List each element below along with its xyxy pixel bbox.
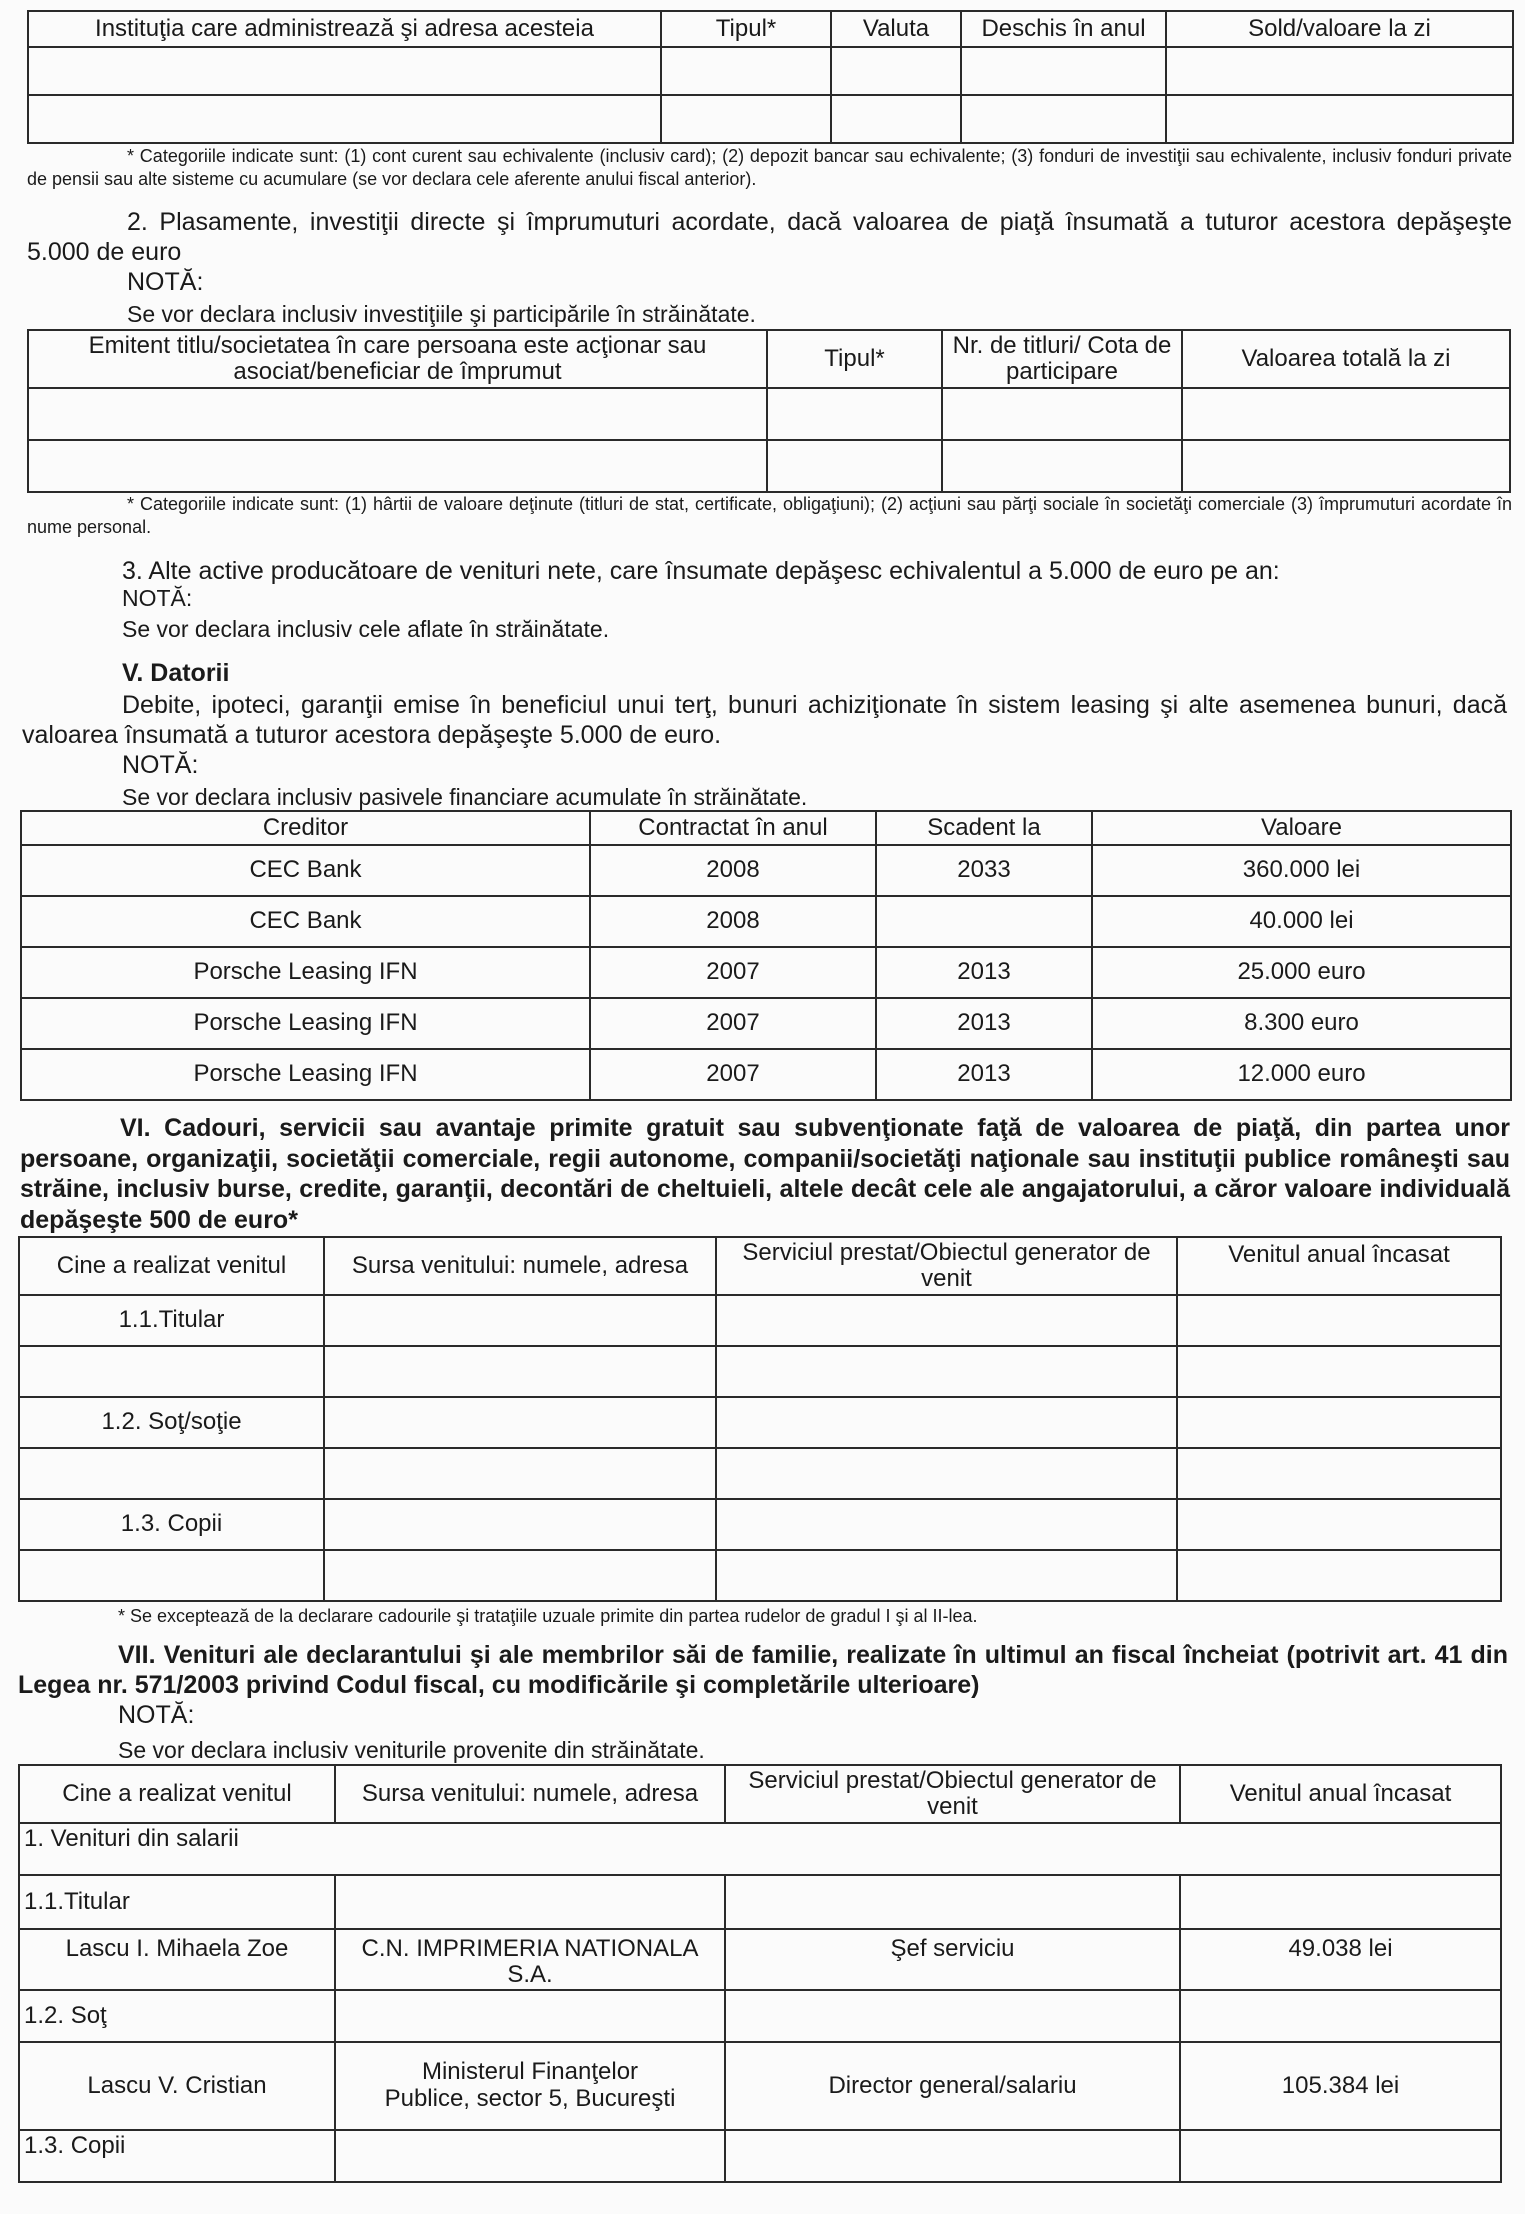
- cell-year: 2007: [590, 998, 876, 1049]
- section-7-text: VII. Venituri ale declarantului şi ale membrilor săi de familie, realizate în ultimul an fiscal încheiat (potrivit art. 41 din Legea nr. 571/2003 privind Codul fiscal, cu modificările şi completările ulterioare): [18, 1641, 1508, 1699]
- table-row: [19, 1875, 1501, 1929]
- table-row: [19, 1499, 1501, 1550]
- cell-value: 360.000 lei: [1092, 845, 1511, 896]
- col-header-creditor: Creditor: [21, 811, 590, 845]
- cell-value: 40.000 lei: [1092, 896, 1511, 947]
- cell-value: 8.300 euro: [1092, 998, 1511, 1049]
- section-5-title: V. Datorii: [122, 659, 230, 687]
- col-header-contracted-year: Contractat în anul: [590, 811, 876, 845]
- col-header-source: Sursa venitului: numele, adresa: [324, 1237, 716, 1295]
- investments-footnote: * Categoriile indicate sunt: (1) hârtii de valoare deţinute (titluri de stat, certificate, obligaţiuni); (2) acţiuni sau părţi sociale în societăţi comerciale (3) împrumuturi acordate în nume personal.: [27, 494, 1512, 537]
- table-row: [28, 388, 1510, 440]
- table-row: [28, 47, 1513, 95]
- section-5-nota-text: Se vor declara inclusiv pasivele financiare acumulate în străinătate.: [122, 784, 808, 810]
- section-6-text: VI. Cadouri, servicii sau avantaje primite gratuit sau subvenţionate faţă de valoarea de piaţă, din partea unor persoane, organizaţii, societăţii comerciale, regii autonome, companii/societăţi naţionale sau instituţii publice româneşti sau străine, inclusiv burse, credite, garanţii, decontări de cheltuieli, altele decât cele ale angajatorului, a căror valoare individuală depăşeşte 500 de euro*: [20, 1114, 1510, 1234]
- table-row: [19, 1397, 1501, 1448]
- col-header-service: Serviciul prestat/Obiectul generator de venit: [716, 1237, 1177, 1295]
- col-header-total-value: Valoarea totală la zi: [1182, 330, 1510, 388]
- section-2-nota-text: Se vor declara inclusiv investiţiile şi participările în străinătate.: [127, 301, 756, 327]
- table-row: [19, 1929, 1501, 1990]
- cell-value: 25.000 euro: [1092, 947, 1511, 998]
- col-header-income: Venitul anual încasat: [1180, 1765, 1501, 1823]
- cell-value: 12.000 euro: [1092, 1049, 1511, 1100]
- col-header-balance: Sold/valoare la zi: [1166, 11, 1513, 47]
- col-header-opened-year: Deschis în anul: [961, 11, 1166, 47]
- debts-table: [20, 810, 1512, 1101]
- accounts-table: [27, 10, 1514, 144]
- table-row: [19, 1346, 1501, 1397]
- cell-year: 2007: [590, 947, 876, 998]
- section-5-nota-label: NOTĂ:: [122, 751, 199, 779]
- col-header-source: Sursa venitului: numele, adresa: [335, 1765, 725, 1823]
- cell-income: 49.038 lei: [1180, 1929, 1501, 1990]
- table-row: [28, 95, 1513, 143]
- table-row: [19, 1823, 1501, 1875]
- col-header-type: Tipul*: [661, 11, 831, 47]
- cell-due: 2033: [876, 845, 1092, 896]
- col-header-who: Cine a realizat venitul: [19, 1237, 324, 1295]
- table-row: [19, 1295, 1501, 1346]
- cell-service: Şef serviciu: [725, 1929, 1180, 1990]
- row-label-spouse: 1.2. Soţ/soţie: [19, 1397, 324, 1448]
- col-header-currency: Valuta: [831, 11, 961, 47]
- section-3-nota-label: NOTĂ:: [122, 585, 193, 611]
- col-header-who: Cine a realizat venitul: [19, 1765, 335, 1823]
- investments-table: [27, 329, 1511, 493]
- gifts-footnote: * Se exceptează de la declarare cadourile şi trataţiile uzuale primite din partea rudelor de gradul I şi al II-lea.: [118, 1606, 978, 1626]
- col-header-value: Valoare: [1092, 811, 1511, 845]
- section-2-nota-label: NOTĂ:: [127, 268, 204, 296]
- section-7-nota-label: NOTĂ:: [118, 1701, 195, 1729]
- section-salaries: 1. Venituri din salarii: [19, 1823, 1501, 1875]
- cell-creditor: Porsche Leasing IFN: [21, 947, 590, 998]
- table-row: [21, 896, 1511, 947]
- cell-year: 2007: [590, 1049, 876, 1100]
- section-5-text: Debite, ipoteci, garanţii emise în beneficiul unui terţ, bunuri achiziţionate în sistem leasing şi alte asemenea bunuri, dacă valoarea însumată a tuturor acestora depăşeşte 5.000 de euro.: [22, 691, 1507, 749]
- row-label-titular: 1.1.Titular: [19, 1295, 324, 1346]
- col-header-due: Scadent la: [876, 811, 1092, 845]
- cell-income: 105.384 lei: [1180, 2042, 1501, 2130]
- cell-creditor: Porsche Leasing IFN: [21, 998, 590, 1049]
- cell-person: Lascu V. Cristian: [19, 2042, 335, 2130]
- section-3-nota-text: Se vor declara inclusiv cele aflate în străinătate.: [122, 616, 610, 642]
- cell-due: 2013: [876, 947, 1092, 998]
- col-header-institution: Instituţia care administrează şi adresa acesteia: [28, 11, 661, 47]
- col-header-income: Venitul anual încasat: [1177, 1237, 1501, 1295]
- cell-source: C.N. IMPRIMERIA NATIONALA S.A.: [335, 1929, 725, 1990]
- section-2-text: 2. Plasamente, investiţii directe şi împrumuturi acordate, dacă valoarea de piaţă însumată a tuturor acestora depăşeşte 5.000 de euro: [27, 208, 1512, 266]
- section-7-nota-text: Se vor declara inclusiv veniturile provenite din străinătate.: [118, 1737, 705, 1763]
- cell-due: [876, 896, 1092, 947]
- row-label-spouse: 1.2. Soţ: [19, 1990, 335, 2042]
- accounts-footnote: * Categoriile indicate sunt: (1) cont curent sau echivalente (inclusiv card); (2) depozit bancar sau echivalente; (3) fonduri de investiţii sau echivalente, inclusiv fonduri private de pensii sau alte sisteme cu acumulare (se vor declara cele aferente anului fiscal anterior).: [27, 146, 1512, 189]
- col-header-type: Tipul*: [767, 330, 942, 388]
- cell-year: 2008: [590, 896, 876, 947]
- table-row: [21, 845, 1511, 896]
- table-row: [19, 2130, 1501, 2182]
- section-3-text: 3. Alte active producătoare de venituri nete, care însumate depăşesc echivalentul a 5.000 de euro pe an:: [122, 557, 1280, 585]
- cell-year: 2008: [590, 845, 876, 896]
- income-table: [18, 1764, 1502, 2183]
- cell-service: Director general/salariu: [725, 2042, 1180, 2130]
- table-row: [21, 947, 1511, 998]
- col-header-issuer: Emitent titlu/societatea în care persoana este acţionar sau asociat/beneficiar de împrumut: [28, 330, 767, 388]
- table-row: [28, 440, 1510, 492]
- cell-source: Ministerul Finanţelor Publice, sector 5, Bucureşti: [335, 2042, 725, 2130]
- cell-creditor: CEC Bank: [21, 845, 590, 896]
- row-label-children: 1.3. Copii: [19, 2130, 335, 2182]
- table-row: [19, 2042, 1501, 2130]
- table-row: [21, 998, 1511, 1049]
- table-row: [21, 1049, 1511, 1100]
- cell-creditor: Porsche Leasing IFN: [21, 1049, 590, 1100]
- table-row: [19, 1550, 1501, 1601]
- row-label-children: 1.3. Copii: [19, 1499, 324, 1550]
- cell-creditor: CEC Bank: [21, 896, 590, 947]
- cell-due: 2013: [876, 998, 1092, 1049]
- gifts-table: [18, 1236, 1502, 1602]
- cell-due: 2013: [876, 1049, 1092, 1100]
- table-row: [19, 1990, 1501, 2042]
- table-row: [19, 1448, 1501, 1499]
- col-header-service: Serviciul prestat/Obiectul generator de venit: [725, 1765, 1180, 1823]
- cell-person: Lascu I. Mihaela Zoe: [19, 1929, 335, 1990]
- col-header-shares: Nr. de titluri/ Cota de participare: [942, 330, 1182, 388]
- row-label-titular: 1.1.Titular: [19, 1875, 335, 1929]
